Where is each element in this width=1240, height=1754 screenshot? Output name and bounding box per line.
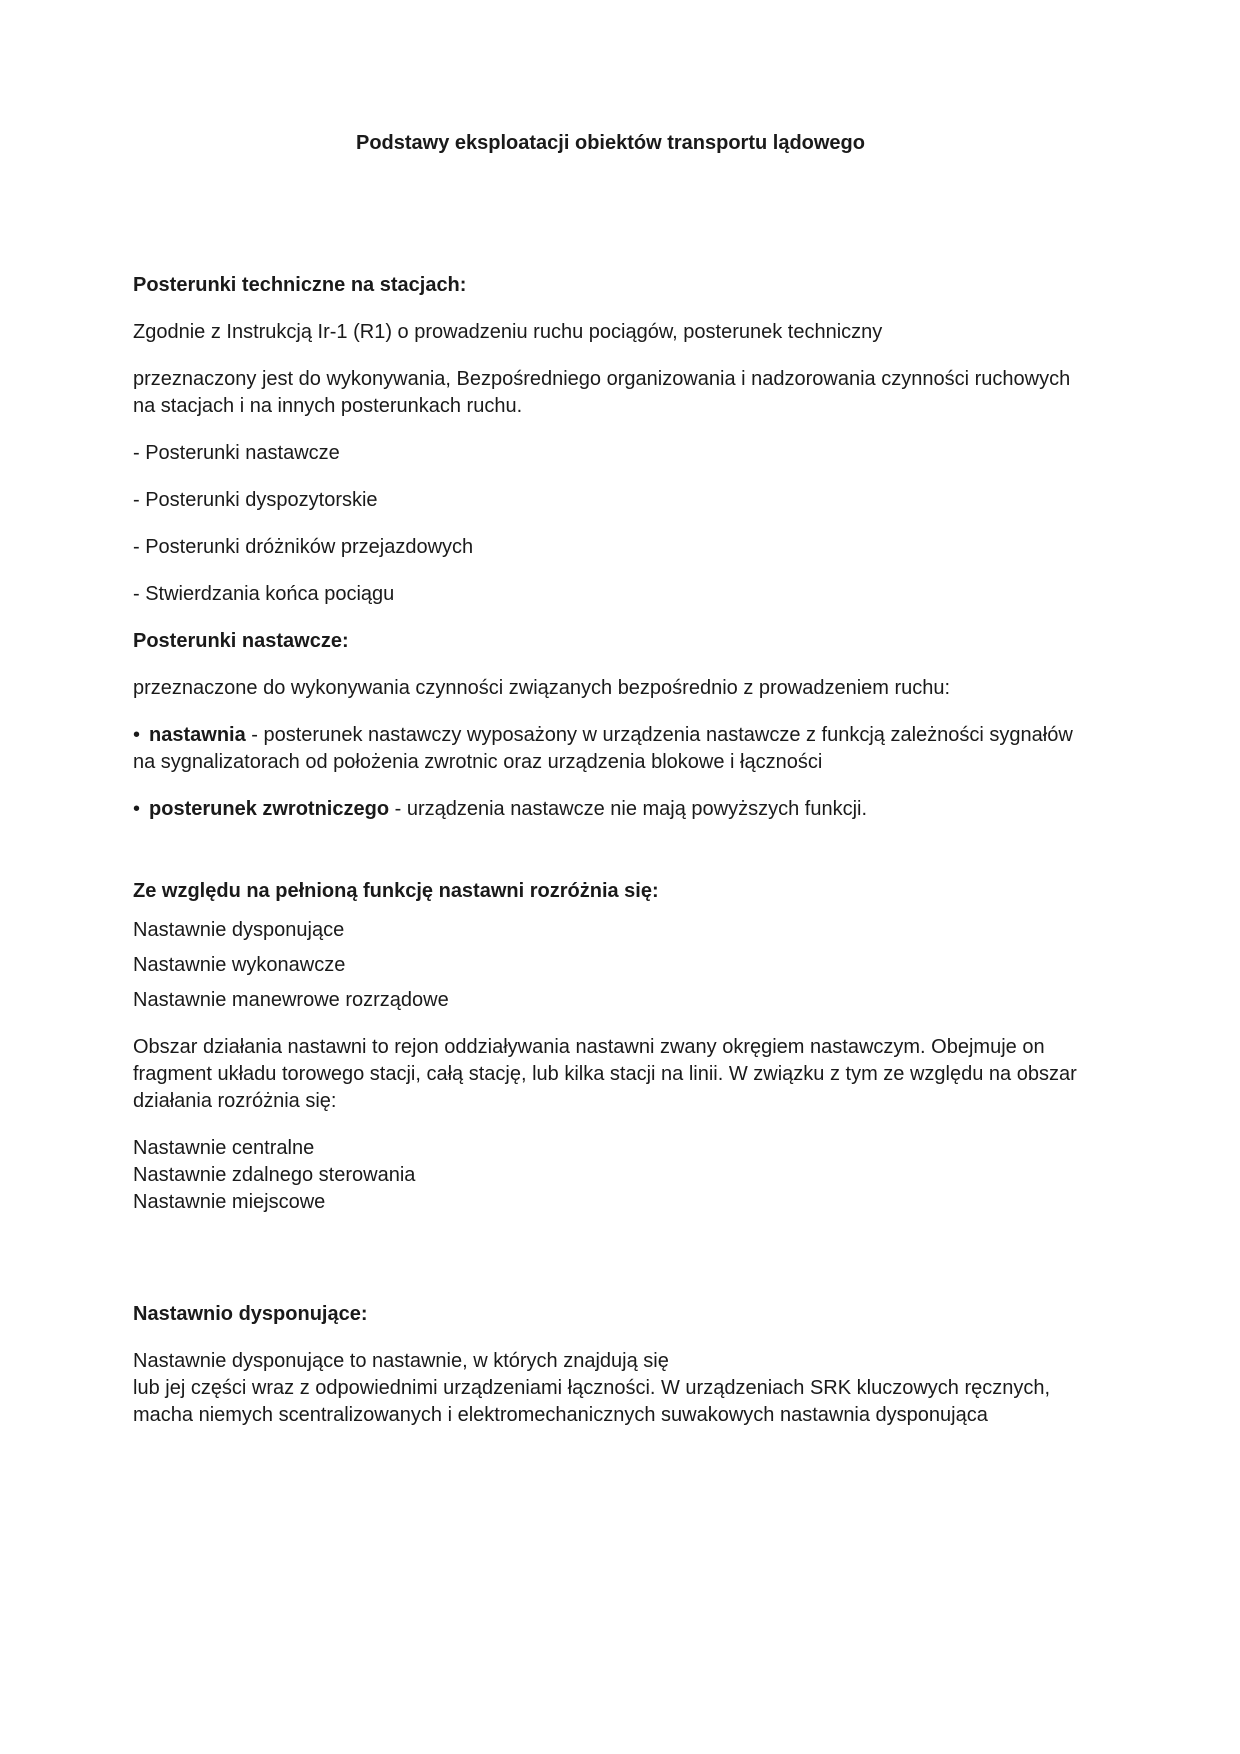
paragraph: Zgodnie z Instrukcją Ir-1 (R1) o prowadzeniu ruchu pociągów, posterunek techniczny — [133, 321, 883, 343]
document-body — [133, 272, 1088, 1429]
paragraph-line: lub jej części wraz z odpowiednimi urządzeniami łączności. W urządzeniach SRK kluczowych ręcznych, — [133, 1377, 1051, 1399]
bullet-icon: • — [133, 724, 141, 746]
section-heading: Nastawnio dysponujące: — [133, 1303, 368, 1325]
paragraph: Nastawnie manewrowe rozrządowe — [133, 989, 449, 1011]
paragraph-line: Nastawnie centralne — [133, 1137, 315, 1159]
spacer — [133, 843, 1088, 858]
section-heading: Posterunki techniczne na stacjach: — [133, 274, 467, 296]
paragraph: przeznaczony jest do wykonywania, Bezpośredniego organizowania i nadzorowania czynności ruchowych na stacjach i na innych posterunkach ruchu. — [133, 368, 1071, 417]
bullet-item — [133, 722, 1088, 776]
bullet-lead: nastawnia — [149, 724, 246, 746]
paragraph-line: macha niemych scentralizowanych i elektromechanicznych suwakowych nastawnia dysponująca — [133, 1404, 988, 1426]
paragraph: Obszar działania nastawni to rejon oddziaływania nastawni zwany okręgiem nastawczym. Obejmuje on fragment układu torowego stacji, całą stację, lub kilka stacji na linii. W związku z tym ze względu na obszar działania rozróżnia się: — [133, 1036, 1077, 1112]
line-group — [133, 1348, 1088, 1429]
paragraph-line: Nastawnie zdalnego sterowania — [133, 1164, 416, 1186]
bullet-lead: posterunek zwrotniczego — [149, 798, 390, 820]
paragraph: Nastawnie wykonawcze — [133, 954, 346, 976]
paragraph: - Posterunki dróżników przejazdowych — [133, 536, 474, 558]
bullet-item — [133, 796, 1088, 823]
paragraph: przeznaczone do wykonywania czynności związanych bezpośrednio z prowadzeniem ruchu: — [133, 677, 951, 699]
section-heading: Posterunki nastawcze: — [133, 630, 349, 652]
section-heading: Ze względu na pełnioną funkcję nastawni rozróżnia się: — [133, 880, 659, 902]
paragraph-line: Nastawnie miejscowe — [133, 1191, 326, 1213]
paragraph: - Posterunki dyspozytorskie — [133, 489, 378, 511]
paragraph-line: Nastawnie dysponujące to nastawnie, w których znajdują się — [133, 1350, 669, 1372]
paragraph: - Posterunki nastawcze — [133, 442, 340, 464]
bullet-text: - urządzenia nastawcze nie mają powyższych funkcji. — [389, 798, 868, 820]
bullet-icon: • — [133, 798, 141, 820]
paragraph: - Stwierdzania końca pociągu — [133, 583, 395, 605]
bullet-text: - posterunek nastawczy wyposażony w urządzenia nastawcze z funkcją zależności sygnałów na sygnalizatorach od położenia zwrotnic oraz urządzenia blokowe i łączności — [133, 724, 1073, 773]
spacer — [133, 1236, 1088, 1281]
document-title: Podstawy eksploatacji obiektów transportu lądowego — [356, 132, 865, 154]
paragraph: Nastawnie dysponujące — [133, 919, 345, 941]
line-group — [133, 1135, 1088, 1216]
